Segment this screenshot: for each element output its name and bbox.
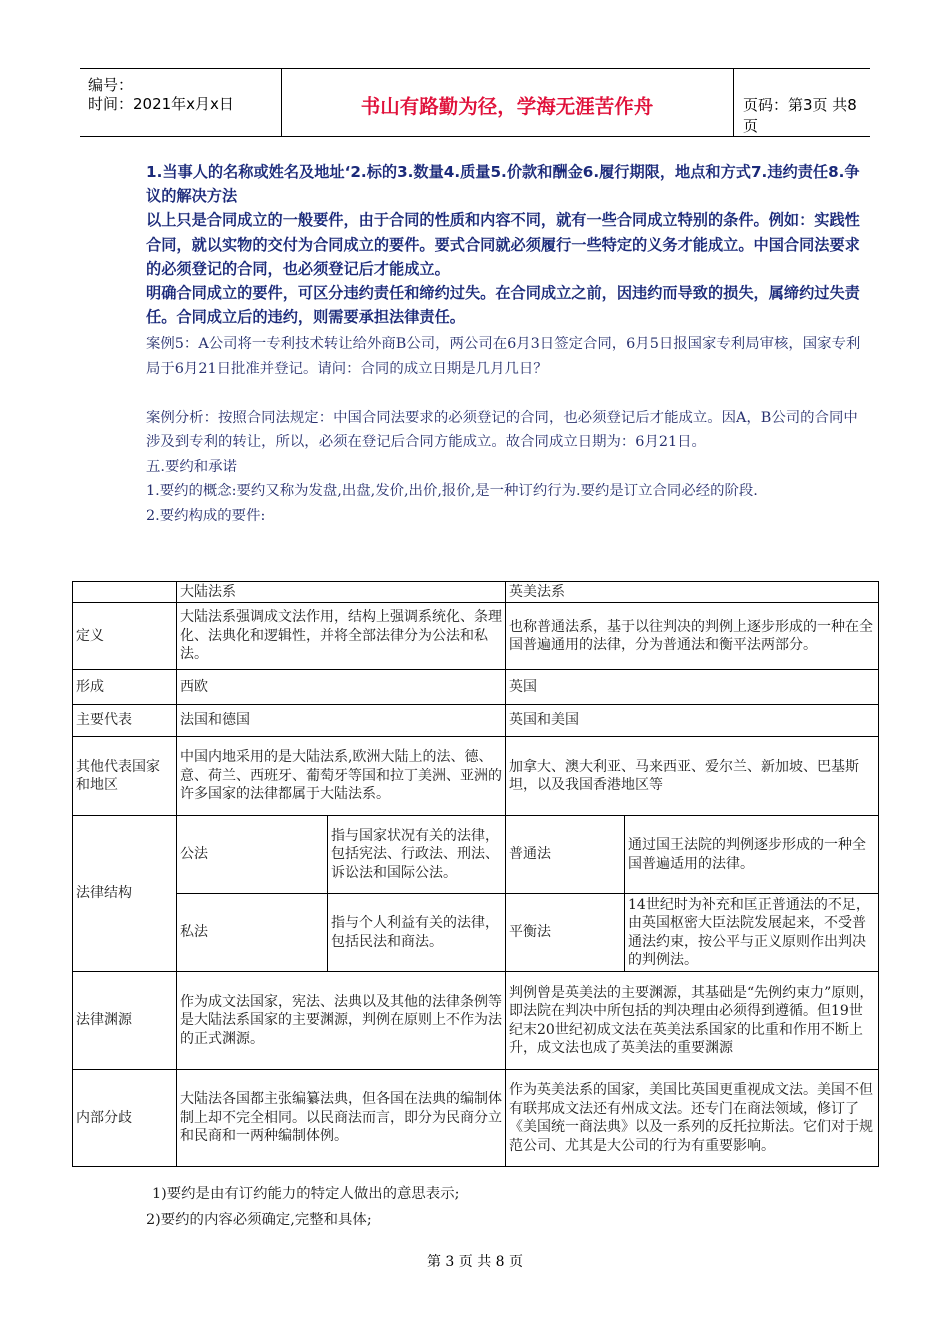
table-row-structure-public [73,816,879,894]
number-label: 编号： [88,76,134,94]
offer-item-2: 2)要约的内容必须确定,完整和具体; [146,1212,372,1228]
case-analysis: 案例分析：按照合同法规定：中国合同法要求的必须登记的合同，也必须登记后才能成立。因A，B公司的合同中涉及到专利的转让，所以，必须在登记后合同方能成立。故合同成立日期为：6月21日。 [146,409,858,450]
row-label: 其他代表国家和地区 [73,737,177,816]
private-law-desc: 指与个人利益有关的法律，包括民法和商法。 [328,894,506,972]
contract-elements-section [146,160,866,329]
division-continental: 大陆法各国都主张编纂法典，但各国在法典的编制体制上却不完全相同。以民商法而言，即分为民商分立和民商和一两种编制体例。 [177,1070,506,1167]
case-5: 案例5：A公司将一专利技术转让给外商B公司，两公司在6月3日签定合同，6月5日报国家专利局审核，国家专利局于6月21日批准并登记。请问：合同的成立日期是几月几日？ [146,336,861,377]
table-row [73,670,879,705]
offer-item-1: 1)要约是由有订约能力的特定人做出的意思表示; [152,1186,460,1202]
table-row [73,603,879,670]
continental-cell: 西欧 [177,670,506,705]
anglo-cell: 英国和美国 [506,705,879,737]
continental-cell: 大陆法系强调成文法作用，结构上强调系统化、条理化、法典化和逻辑性，并将全部法律分为公法和私法。 [177,603,506,670]
public-law-desc: 指与国家状况有关的法律，包括宪法、行政法、刑法、诉讼法和国际公法。 [328,816,506,894]
table-row [73,705,879,737]
offer-concept: 1.要约的概念:要约又称为发盘,出盘,发价,出价,报价,是一种订约行为.要约是订立合同必经的阶段. [146,483,758,499]
col-header-continental: 大陆法系 [177,582,506,603]
private-law-label: 私法 [177,894,328,972]
equity-desc: 14世纪时为补充和匡正普通法的不足，由英国枢密大臣法院发展起来，不受普通法约束，按公平与正义原则作出判决的判例法。 [625,894,879,972]
table-row [73,737,879,816]
continental-cell: 中国内地采用的是大陆法系,欧洲大陆上的法、德、意、荷兰、西班牙、葡萄牙等国和拉丁美洲、亚洲的许多国家的法律都属于大陆法系。 [177,737,506,816]
division-anglo: 作为英美法系的国家，美国比英国更重视成文法。美国不但有联邦成文法还有州成文法。还专门在商法领域，修订了《美国统一商法典》以及一系列的反托拉斯法。它们对于规范公司、尤其是大公司的行为有重要影响。 [506,1070,879,1167]
table-row-division [73,1070,879,1167]
case-section [146,332,866,528]
special-conditions-paragraph: 以上只是合同成立的一般要件，由于合同的性质和内容不同，就有一些合同成立特别的条件。例如：实践性合同，就以实物的交付为合同成立的要件。要式合同就必须履行一些特定的义务才能成立。中国合同法要求的必须登记的合同，也必须登记后才能成立。 [146,211,860,278]
row-label: 主要代表 [73,705,177,737]
table-corner-cell [73,582,177,603]
header-page-cell [733,69,870,136]
table-row-structure-private [73,894,879,972]
continental-cell: 法国和德国 [177,705,506,737]
division-label: 内部分歧 [73,1070,177,1167]
anglo-cell: 英国 [506,670,879,705]
common-law-desc: 通过国王法院的判例逐步形成的一种全国普遍适用的法律。 [625,816,879,894]
col-header-anglo: 英美法系 [506,582,879,603]
liability-paragraph: 明确合同成立的要件，可区分违约责任和缔约过失。在合同成立之前，因违约而导致的损失，属缔约过失责任。合同成立后的违约，则需要承担法律责任。 [146,284,860,327]
anglo-cell: 加拿大、澳大利亚、马来西亚、爱尔兰、新加坡、巴基斯坦，以及我国香港地区等 [506,737,879,816]
section-5-title: 五.要约和承诺 [146,458,237,475]
legal-systems-table [72,581,879,1167]
case-spacer [146,381,866,406]
header-motto-cell [281,69,734,136]
page-footer: 第 3 页 共 8 页 [426,1254,524,1270]
contract-elements-list: 1.当事人的名称或姓名及地址‘2.标的3.数量4.质量5.价款和酬金6.履行期限，地点和方式7.违约责任8.争议的解决方法 [146,163,860,206]
page-header [80,68,870,137]
row-label: 形成 [73,670,177,705]
sources-anglo: 判例曾是英美法的主要渊源，其基础是“先例约束力”原则，即法院在判决中所包括的判决理由必须得到遵循。但19世纪末20世纪初成文法在英美法系国家的比重和作用不断上升，成文法也成了英美法的重要渊源 [506,972,879,1070]
motto: 书山有路勤为径，学海无涯苦作舟 [360,95,654,118]
common-law-label: 普通法 [506,816,625,894]
structure-label: 法律结构 [73,816,177,972]
row-label: 定义 [73,603,177,670]
page-code: 页码：第3页 共8页 [743,96,857,135]
header-meta-cell [80,69,282,136]
public-law-label: 公法 [177,816,328,894]
table-header-row [73,582,879,603]
equity-label: 平衡法 [506,894,625,972]
sources-label: 法律渊源 [73,972,177,1070]
table-row-sources [73,972,879,1070]
time-label: 时间：2021年x月x日 [88,95,234,113]
anglo-cell: 也称普通法系，基于以往判决的判例上逐步形成的一种在全国普遍通用的法律，分为普通法和衡平法两部分。 [506,603,879,670]
offer-elements-title: 2.要约构成的要件: [146,507,266,524]
sources-continental: 作为成文法国家，宪法、法典以及其他的法律条例等是大陆法系国家的主要渊源，判例在原则上不作为法的正式渊源。 [177,972,506,1070]
